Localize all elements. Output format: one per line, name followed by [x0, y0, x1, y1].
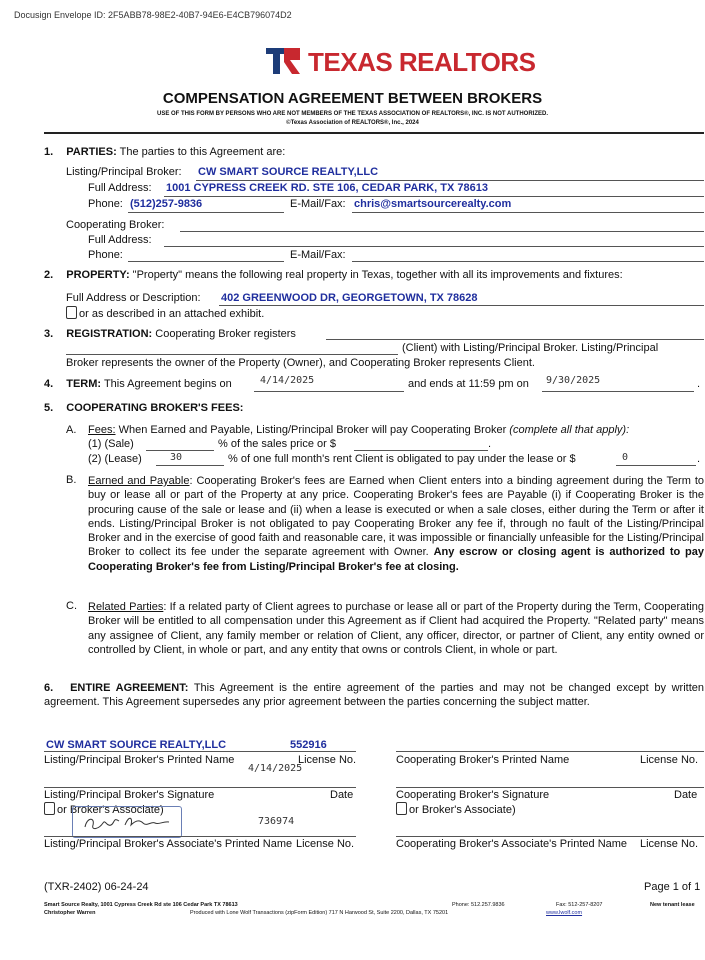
property-address-field[interactable]: 402 GREENWOOD DR, GEORGETOWN, TX 78628	[221, 292, 478, 304]
section-entire	[44, 681, 704, 710]
lp-broker-field[interactable]: CW SMART SOURCE REALTY,LLC	[198, 166, 379, 178]
section-number: 5.	[44, 402, 54, 414]
exhibit-label: or as described in an attached exhibit.	[79, 308, 265, 320]
registration-represents-text: Broker represents the owner of the Property (Owner), and Cooperating Broker represents Client.	[66, 357, 535, 369]
coop-email-label: E-Mail/Fax:	[290, 249, 346, 261]
coop-assoc-option-label: or Broker's Associate)	[409, 804, 516, 816]
fees-c-label: C.	[66, 600, 77, 612]
coop-printed-name-label: Cooperating Broker's Printed Name	[396, 754, 570, 766]
property-address-label: Full Address or Description:	[66, 292, 201, 304]
section-text: Cooperating Broker registers	[155, 328, 296, 340]
header-divider	[44, 132, 704, 134]
lease-amount-field[interactable]: 0	[622, 452, 629, 463]
page-number: Page 1 of 1	[644, 881, 701, 893]
section-text: The parties to this Agreement are:	[119, 146, 286, 158]
coop-address-field[interactable]	[164, 246, 704, 247]
coop-assoc-checkbox[interactable]	[396, 802, 407, 815]
section-registration	[44, 328, 296, 340]
fees-b-title: Earned and Payable	[88, 475, 190, 487]
sale-percent-field[interactable]	[146, 450, 214, 451]
lp-sign-date-field[interactable]: 4/14/2025	[248, 763, 303, 774]
footer-transaction: New tenant lease	[650, 902, 695, 908]
signature-stamp[interactable]	[72, 806, 182, 838]
fees-c-body: : If a related party of Client agrees to purchase or lease all or part of the Property during the Term, Cooperating Broker will be entitled to all compensation under this Agreement as if Client had acquired the Property. "Related party" means any assignee of Client, any family member or relation of Client, any officer, director, or partner of Client, any entity owned or controlled by Client, in whole or part, and any entity that owns or controls Client, in whole or part.	[88, 601, 704, 656]
fees-b-label: B.	[66, 474, 77, 486]
document-title: COMPENSATION AGREEMENT BETWEEN BROKERS	[162, 90, 543, 107]
section-property	[44, 269, 623, 281]
lp-assoc-license-label: License No.	[296, 838, 355, 850]
lp-license-field[interactable]: 552916	[290, 739, 327, 751]
fees-c-paragraph	[88, 600, 704, 657]
usage-notice: USE OF THIS FORM BY PERSONS WHO ARE NOT MEMBERS OF THE TEXAS ASSOCIATION OF REALTORS®, INC. IS NOT AUTHORIZED.	[157, 111, 548, 117]
lp-license-label: License No.	[298, 754, 357, 766]
fees-a-body: When Earned and Payable, Listing/Principal Broker will pay Cooperating Broker	[118, 424, 507, 436]
lease-fee-label: (2) (Lease)	[88, 453, 142, 465]
lp-assoc-name-label: Listing/Principal Broker's Associate's Printed Name	[44, 838, 293, 850]
coop-broker-label: Cooperating Broker:	[66, 219, 165, 231]
fees-a-instruction: (complete all that apply):	[509, 424, 630, 436]
lp-assoc-license-field[interactable]: 736974	[258, 816, 295, 827]
term-end-text: and ends at 11:59 pm on	[408, 378, 529, 390]
term-begin-field[interactable]: 4/14/2025	[260, 375, 315, 386]
section-fees	[44, 402, 243, 414]
lp-printed-name-field[interactable]: CW SMART SOURCE REALTY,LLC	[46, 739, 227, 751]
lp-assoc-checkbox[interactable]	[44, 802, 55, 815]
lp-address-field[interactable]: 1001 CYPRESS CREEK RD. STE 106, CEDAR PARK, TX 78613	[166, 182, 488, 194]
section-heading: ENTIRE AGREEMENT:	[70, 682, 189, 694]
lp-signature-label: Listing/Principal Broker's Signature	[44, 789, 215, 801]
coop-assoc-license-label: License No.	[640, 838, 699, 850]
lease-period: .	[697, 453, 701, 465]
fees-a-title: Fees:	[88, 424, 116, 436]
section-heading: COOPERATING BROKER'S FEES:	[66, 402, 244, 414]
footer-agent: Christopher Warren	[44, 910, 96, 916]
texas-realtors-logo	[264, 44, 536, 80]
section-parties	[44, 146, 285, 158]
term-period: .	[697, 378, 701, 390]
envelope-id: Docusign Envelope ID: 2F5ABB78-98E2-40B7-94E6-E4CB796074D2	[14, 10, 292, 20]
footer-company: Smart Source Realty, 1001 Cypress Creek Rd ste 106 Cedar Park TX 78613	[44, 902, 238, 908]
lp-assoc-option-label: or Broker's Associate)	[57, 804, 164, 816]
lp-date-label: Date	[330, 789, 354, 801]
footer-produced: Produced with Lone Wolf Transactions (zipForm Edition) 717 N Harwood St, Suite 2200, Dallas, TX 75201	[190, 910, 449, 916]
section-heading: PARTIES:	[66, 146, 117, 158]
term-end-field[interactable]: 9/30/2025	[546, 375, 601, 386]
section-heading: TERM:	[66, 378, 102, 390]
fees-b-escrow-clause: Any escrow or closing agent is authorized to pay Cooperating Broker's fee from Listing/Principal Broker's fee at closing.	[88, 546, 705, 573]
footer-fax: Fax: 512-257-8207	[556, 902, 603, 908]
logo-text: TEXAS REALTORS	[308, 47, 536, 77]
exhibit-checkbox[interactable]	[66, 306, 77, 319]
fees-b-paragraph	[88, 474, 704, 574]
section-number: 4.	[44, 378, 54, 390]
coop-address-label: Full Address:	[88, 234, 152, 246]
section-heading: REGISTRATION:	[66, 328, 153, 340]
footer-phone: Phone: 512.257.9836	[452, 902, 505, 908]
exhibit-option	[66, 306, 264, 320]
sale-amount-field[interactable]	[354, 450, 488, 451]
sale-fee-label: (1) (Sale)	[88, 438, 134, 450]
fees-b-body: : Cooperating Broker's fees are Earned when Client enters into a binding agreement during the Term to buy or lease all or part of the Property at any price. Cooperating Broker's fees are Payable (i) if Cooperating Broker is the procuring cause of the sale or lease and (ii) when a lease is executed or when a sale closes, either during the Term or after it ends. Listing/Principal Broker is not obligated to pay Cooperating Broker any fee if, through no fault of the Listing/Principal Broker and in the exercise of good faith and reasonable care, it was impossible or financially unfeasible for the Listing/Principal Broker to collect its fee under the separate agreement with Owner.	[88, 475, 705, 559]
coop-date-label: Date	[674, 789, 698, 801]
coop-assoc-option	[396, 802, 516, 816]
sale-fee-text: % of the sales price or $	[218, 438, 337, 450]
coop-signature-label: Cooperating Broker's Signature	[396, 789, 550, 801]
section-number: 2.	[44, 269, 54, 281]
coop-broker-field[interactable]	[180, 231, 704, 232]
section-number: 6.	[44, 682, 54, 694]
section-text: "Property" means the following real property in Texas, together with all its improvements and fixtures:	[132, 269, 623, 281]
logo-mark-icon	[264, 46, 304, 78]
section-text: This Agreement begins on	[103, 378, 232, 390]
coop-license-label: License No.	[640, 754, 699, 766]
coop-email-field[interactable]	[352, 261, 704, 262]
section-term	[44, 378, 232, 390]
registration-client-text: (Client) with Listing/Principal Broker. Listing/Principal	[402, 342, 659, 354]
lp-broker-label: Listing/Principal Broker:	[66, 166, 182, 178]
lp-phone-field[interactable]: (512)257-9836	[130, 198, 203, 210]
lp-address-label: Full Address:	[88, 182, 152, 194]
coop-phone-label: Phone:	[88, 249, 123, 261]
lp-printed-name-label: Listing/Principal Broker's Printed Name	[44, 754, 235, 766]
section-number: 3.	[44, 328, 54, 340]
section-text: This Agreement is the entire agreement of the parties and may not be changed except by written agreement. This Agreement supersedes any prior agreement between the parties concerning the subject matter.	[44, 682, 705, 709]
fees-a-text	[88, 424, 629, 436]
lease-percent-field[interactable]: 30	[170, 452, 183, 463]
handwritten-signature-icon	[73, 807, 181, 837]
sale-period: .	[488, 438, 492, 450]
fees-a-label: A.	[66, 424, 77, 436]
coop-phone-field[interactable]	[128, 261, 284, 262]
copyright-notice: ©Texas Association of REALTORS®, Inc., 2024	[286, 120, 419, 126]
section-number: 1.	[44, 146, 54, 158]
lp-email-field[interactable]: chris@smartsourcerealty.com	[354, 198, 512, 210]
lp-email-label: E-Mail/Fax:	[290, 198, 346, 210]
lease-fee-text: % of one full month's rent Client is obligated to pay under the lease or $	[228, 453, 576, 465]
coop-assoc-name-label: Cooperating Broker's Associate's Printed Name	[396, 838, 628, 850]
fees-c-title: Related Parties	[88, 601, 164, 613]
footer-website-link[interactable]: www.lwolf.com	[546, 910, 583, 916]
section-heading: PROPERTY:	[66, 269, 130, 281]
client-name-field[interactable]	[326, 339, 704, 340]
lp-phone-label: Phone:	[88, 198, 123, 210]
form-id: (TXR-2402) 06-24-24	[44, 881, 149, 893]
